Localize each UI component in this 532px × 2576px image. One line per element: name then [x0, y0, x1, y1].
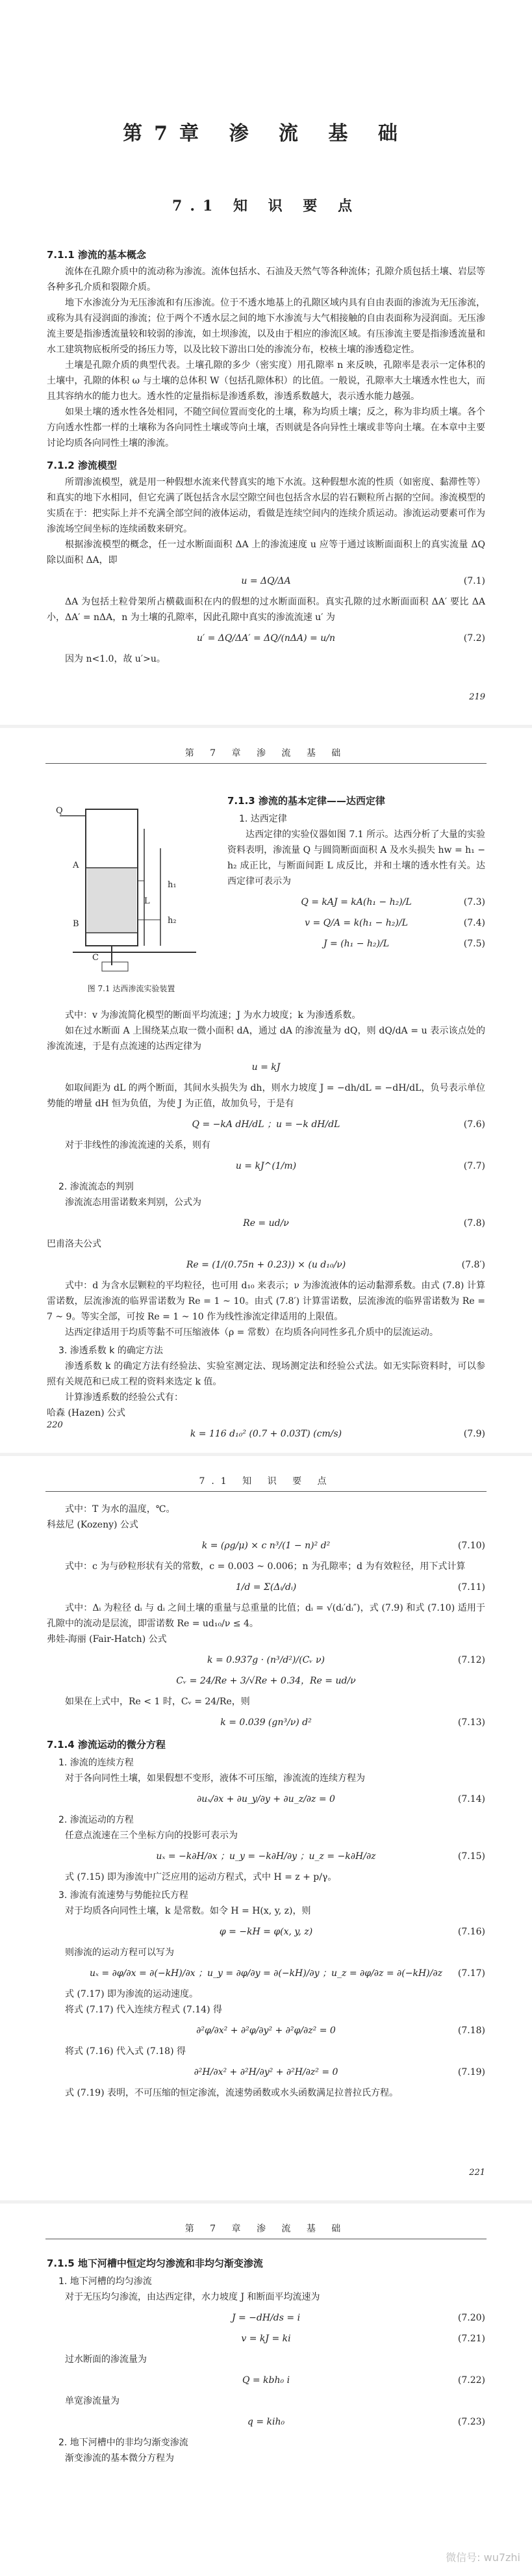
equation-7-2: u′ = ΔQ/ΔA′ = ΔQ/(nΔA) = u/n (7.2) — [196, 633, 485, 644]
subheading: 2. 地下河槽中的非均匀渐变渗流 — [58, 2438, 188, 2448]
paragraph: 式中：d 为含水层颗粒的平均粒径，也可用 d₁₀ 来表示；ν 为渗流液体的运动黏滞系数。由式 (7.8) 计算雷诺数，层流渗流的临界雷诺数为 Re = 1 ~ 10。由式 (7.8′) 计算雷诺数，层流渗流的临界雷诺数为 Re = 7 ~ 9。等实全部，可按 Re = 1 ~ 10 作为线性渗流定律适用的上限值。 — [47, 1281, 485, 1322]
paragraph: 因为 n<1.0，故 u′>u。 — [65, 654, 166, 664]
paragraph: 式 (7.17) 即为渗流的运动速度。 — [65, 1989, 198, 1999]
section-7-1-3-intro — [227, 787, 485, 957]
figure-label-c: C — [92, 953, 99, 963]
heading-7-1-3: 7.1.3 渗流的基本定律——达西定律 — [227, 795, 385, 807]
figure-label-q: Q — [56, 806, 63, 816]
label-kozeny: 科兹尼 (Kozeny) 公式 — [47, 1520, 138, 1530]
section-7-1-1 — [47, 241, 485, 667]
equation-7-10: k = (ρg/μ) × c n³/(1 − n)² d² (7.10) — [201, 1541, 485, 1551]
subheading: 3. 渗流有流速势与势能拉氏方程 — [58, 1890, 188, 1901]
equation-7-8: Re = ud/ν (7.8) — [243, 1218, 485, 1229]
paragraph: 渐变渗流的基本微分方程为 — [65, 2453, 174, 2464]
equation-7-7: u = kJ^(1/m) (7.7) — [235, 1161, 485, 1171]
running-header: 7.1 知 识 要 点 — [45, 1474, 487, 1492]
paragraph: 计算渗透系数的经验公式有： — [65, 1392, 183, 1403]
label-fair-hatch: 弗娃-海丽 (Fair-Hatch) 公式 — [47, 1634, 167, 1645]
paragraph: 对于无压均匀渗流，由达西定律，水力坡度 J 和断面平均流速为 — [65, 2292, 320, 2302]
equation-7-11: 1/d = Σ(Δᵢ/dᵢ) (7.11) — [235, 1582, 485, 1593]
equation-7-9: k = 116 d₁₀² (0.7 + 0.03T) (cm/s) (7.9) — [190, 1429, 485, 1439]
paragraph: 渗透系数 k 的确定方法有经验法、实验室测定法、现场测定法和经验公式法。如无实际资料时，可以参照有关规范和已成工程的资料来选定 k 值。 — [47, 1361, 485, 1387]
paragraph: 式 (7.19) 表明，不可压缩的恒定渗流，流速势函数或水头函数满足拉普拉氏方程。 — [65, 2088, 398, 2098]
page-219 — [0, 0, 532, 728]
paragraph: 将式 (7.17) 代入连续方程式 (7.14) 得 — [65, 2005, 222, 2015]
equation-7-12b: Cᵥ = 24/Re + 3/√Re + 0.34，Re = ud/ν — [176, 1676, 356, 1686]
equation-7-6: Q = −kA dH/dL ；u = −k dH/dL (7.6) — [192, 1119, 485, 1130]
paragraph: ΔA 为包括土粒骨架所占横截面积在内的假想的过水断面面积。真实孔隙的过水断面面积 ΔA′ 要比 ΔA 小，ΔA′ = nΔA，n 为土壤的孔隙率，因此孔隙中真实的渗流流速 u′ 为 — [47, 597, 485, 623]
label-hazen: 哈森 (Hazen) 公式 — [47, 1408, 126, 1418]
equation-7-22: Q = kbh₀ i (7.22) — [242, 2375, 485, 2386]
paragraph: 式中：T 为水的温度，℃。 — [65, 1504, 175, 1515]
subheading: 2. 渗流流态的判别 — [58, 1182, 134, 1192]
section-7-1-5 — [47, 2249, 485, 2466]
darcy-apparatus-figure — [47, 790, 216, 978]
page-221 — [0, 1456, 532, 2204]
page-number: 219 — [469, 692, 485, 702]
paragraph: 过水断面的渗流量为 — [65, 2354, 147, 2365]
paragraph: 则渗流的运动方程可以写为 — [65, 1947, 174, 1958]
subheading: 1. 渗流的连续方程 — [58, 1758, 134, 1768]
subheading: 3. 渗透系数 k 的确定方法 — [58, 1346, 163, 1356]
running-header: 第 7 章 渗 流 基 础 — [45, 2222, 487, 2239]
paragraph: 地下水渗流分为无压渗流和有压渗流。位于不透水地基上的孔隙区域内具有自由表面的渗流为无压渗流，或称为具有浸润面的渗流；位于两个不透水层之间的地下水渗流与大气相接触的自由表面称为浸润面。无压渗流主要是指渗透流量较和较弱的渗流，如土坝渗流，以及由于相应的渗流区域。有压渗流主要是指渗透流量和水工建筑物底板所受的扬压力等，以及比较下游出口处的渗流分布，校核土壤的渗透稳定性。 — [47, 298, 485, 355]
label-pavlovsky: 巴甫洛夫公式 — [47, 1239, 101, 1249]
paragraph: 将式 (7.16) 代入式 (7.18) 得 — [65, 2046, 186, 2057]
page-220 — [0, 728, 532, 1456]
equation-7-3: Q = kAJ = kA(h₁ − h₂)/L (7.3) — [301, 897, 485, 907]
paragraph: 式 (7.15) 即为渗流中广泛应用的运动方程式，式中 H = z + p/γ。 — [65, 1872, 337, 1882]
running-header: 第 7 章 渗 流 基 础 — [45, 746, 487, 764]
equation-7-20: J = −dH/ds = i (7.20) — [231, 2313, 485, 2323]
chapter-title: 第7章 渗 流 基 础 — [123, 122, 409, 145]
equation-7-5: J = (h₁ − h₂)/L (7.5) — [323, 939, 485, 949]
section-7-1-3-body — [47, 1008, 485, 1447]
equation-7-16: φ = −kH = φ(x, y, z) (7.16) — [219, 1927, 485, 1937]
paragraph: 对于各向同性土壤，如果假想不变形，液体不可压缩，渗流流的连续方程为 — [65, 1773, 365, 1784]
paragraph: 式中：v 为渗流简化模型的断面平均流速；J 为水力坡度；k 为渗透系数。 — [65, 1010, 361, 1021]
equation-7-19: ∂²H/∂x² + ∂²H/∂y² + ∂²H/∂z² = 0 (7.19) — [194, 2067, 485, 2077]
heading-7-1-5: 7.1.5 地下河槽中恒定均匀渗流和非均匀渐变渗流 — [47, 2257, 263, 2269]
subheading: 2. 渗流运动的方程 — [58, 1815, 134, 1825]
figure-label-l: L — [144, 896, 150, 906]
paragraph: 土壤是孔隙介质的典型代表。土壤孔隙的多少（密实度）用孔隙率 n 来反映，孔隙率是表示一定体积的土壤中，孔隙的体积 ω 与土壤的总体积 W（包括孔隙体积）的比值。一般说，孔隙率大土壤透水性也大，而且其容纳水的能力也大。透水性的定量指标是渗透系数，渗透系数越大，表示透水能力越强。 — [47, 360, 485, 402]
paragraph: 任意点流速在三个坐标方向的投影可表示为 — [65, 1830, 238, 1841]
heading-7-1-1: 7.1.1 渗流的基本概念 — [47, 249, 146, 261]
subheading: 1. 达西定律 — [239, 814, 287, 824]
figure-label-a: A — [73, 861, 79, 870]
figure-label-h2: h₂ — [168, 916, 177, 926]
paragraph: 式中：c 为与砂粒形状有关的常数，c = 0.003 ~ 0.006；n 为孔隙率；d 为有效粒径，用下式计算 — [65, 1561, 466, 1572]
paragraph: 如取间距为 dL 的两个断面，其间水头损失为 dh，则水力坡度 J = −dh/dL = −dH/dL，负号表示单位势能的增量 dH 恒为负值，为使 J 为正值，故加负号，于是有 — [47, 1083, 485, 1109]
subheading: 1. 地下河槽的均匀渗流 — [58, 2276, 152, 2287]
equation-7-18: ∂²φ/∂x² + ∂²φ/∂y² + ∂²φ/∂z² = 0 (7.18) — [196, 2025, 485, 2036]
paragraph: 如果在上式中，Re < 1 时，Cᵥ = 24/Re，则 — [65, 1697, 250, 1707]
section-title: 7.1 知 识 要 点 — [172, 198, 360, 215]
paragraph: 如果土壤的透水性各处相同，不随空间位置而变化的土壤，称为均质土壤；反之，称为非均质土壤。各个方向透水性都一样的土壤称为各向同性土壤或等向土壤，否则就是各向异性土壤或非等向土壤。在本章中主要讨论均质各向同性土壤的渗流。 — [47, 407, 485, 449]
paragraph: 单宽渗流量为 — [65, 2396, 120, 2406]
figure-label-h1: h₁ — [168, 880, 177, 890]
figure-caption: 图 7.1 达西渗流实验装置 — [87, 984, 175, 993]
equation-7-15: uₓ = −k∂H/∂x ；u_y = −k∂H/∂y ；u_z = −k∂H/∂z (7.15) — [156, 1851, 485, 1862]
equation-7-17: uₓ = ∂φ/∂x = ∂(−kH)/∂x ；u_y = ∂φ/∂y = ∂(−kH)/∂y ；u_z = ∂φ/∂z = ∂(−kH)/∂z (7.17) — [90, 1968, 485, 1979]
heading-7-1-4: 7.1.4 渗流运动的微分方程 — [47, 1739, 166, 1750]
paragraph: 式中：Δᵢ 为粒径 dᵢ 与 dᵢ 之间土壤的重量与总重量的比值；dᵢ = √(dᵢ′dᵢ″)，式 (7.9) 和式 (7.10) 适用于孔隙中的流动是层流，即雷诺数 Re = ud₁₀/ν ≤ 4。 — [47, 1603, 485, 1629]
paragraph: 如在过水断面 A 上围绕某点取一微小面积 dA，通过 dA 的渗流量为 dQ，则 dQ/dA = u 表示该点处的渗流流速，于是有点流速的达西定律为 — [47, 1026, 485, 1052]
heading-7-1-2: 7.1.2 渗流模型 — [47, 460, 117, 471]
figure-label-b: B — [73, 919, 79, 929]
paragraph: 达西定律适用于均质等黏不可压缩液体（ρ = 常数）在均质各向同性多孔介质中的层流运动。 — [65, 1327, 438, 1338]
page3-body — [47, 1502, 485, 2101]
paragraph: 达西定律的实验仪器如图 7.1 所示。达西分析了大量的实验资料表明，渗流量 Q 与圆筒断面面积 A 及水头损失 hw = h₁ − h₂ 成正比，与断面间距 L 成反比，并和土壤的透水性有关。达西定律可表示为 — [227, 829, 485, 887]
equation-7-13: k = 0.039 (gn³/ν) d² (7.13) — [220, 1717, 485, 1728]
equation-7-4: v = Q/A = k(h₁ − h₂)/L (7.4) — [305, 918, 485, 928]
paragraph: 渗流流态用雷诺数来判别，公式为 — [65, 1197, 201, 1208]
equation-7-21: v = kJ = ki (7.21) — [241, 2334, 485, 2344]
equation-u-kj: u = kJ — [251, 1062, 281, 1073]
paragraph: 所谓渗流模型，就是用一种假想水流来代替真实的地下水流。这种假想水流的性质（如密度、黏滞性等）和真实的地下水相同，但它充满了既包括含水层空隙空间也包括含水层的岩石颗粒所占据的空间。渗流模型的实质在于：把实际上并不充满全部空间的液体运动，看做是连续空间内的连续介质运动。渗流运动要素可作为渗流场空间坐标的连续函数来研究。 — [47, 477, 485, 534]
paragraph: 对于非线性的渗流流速的关系，则有 — [65, 1140, 210, 1151]
paragraph: 对于均质各向同性土壤，k 是常数。如令 H = H(x, y, z)，则 — [65, 1906, 311, 1916]
equation-7-8-prime: Re = (1/(0.75n + 0.23)) × (u d₁₀/ν) (7.8′) — [186, 1260, 485, 1270]
equation-7-14: ∂uₓ/∂x + ∂u_y/∂y + ∂u_z/∂z = 0 (7.14) — [197, 1794, 485, 1804]
equation-7-1: u = ΔQ/ΔA (7.1) — [241, 576, 485, 586]
page-number: 221 — [469, 2168, 485, 2178]
watermark: 微信号: wu7zhi — [446, 2551, 520, 2564]
equation-7-12: k = 0.937g · (n³/d²)/(Cᵥ ν) (7.12) — [207, 1655, 485, 1665]
page-222 — [0, 2204, 532, 2576]
paragraph: 根据渗流模型的概念，任一过水断面面积 ΔA 上的渗流速度 u 应等于通过该断面面积上的真实流量 ΔQ 除以面积 ΔA，即 — [47, 540, 485, 566]
page-number: 220 — [47, 1420, 63, 1430]
paragraph: 流体在孔隙介质中的流动称为渗流。流体包括水、石油及天然气等各种流体；孔隙介质包括土壤、岩层等各种多孔介质和裂隙介质。 — [47, 267, 485, 293]
equation-7-23: q = kih₀ (7.23) — [247, 2417, 485, 2427]
